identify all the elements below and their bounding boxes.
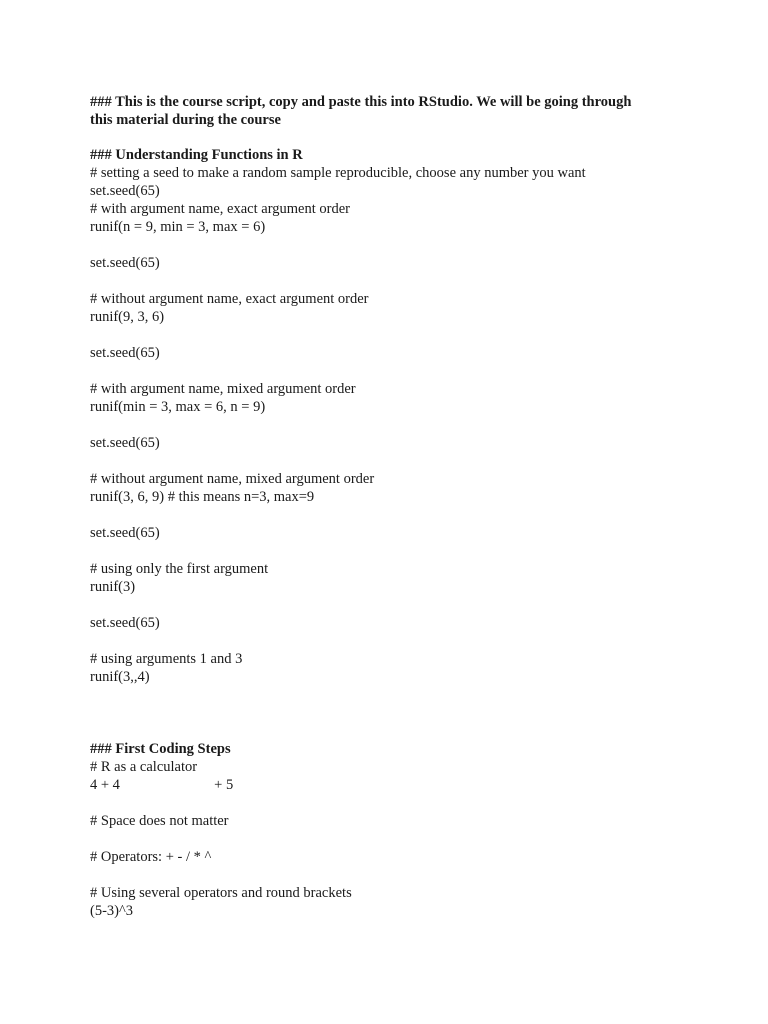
blank-line [90, 272, 690, 290]
comment-line: # using arguments 1 and 3 [90, 651, 243, 667]
code-line: runif(n = 9, min = 3, max = 6) [90, 219, 266, 235]
code-block [90, 164, 690, 686]
section-heading: ### First Coding Steps [90, 741, 231, 757]
intro-line-1: ### This is the course script, copy and paste this into RStudio. We will be going through [90, 94, 632, 110]
code-block [90, 758, 690, 920]
blank-line [90, 830, 690, 848]
comment-line: # using only the first argument [90, 561, 269, 577]
comment-line: # with argument name, exact argument order [90, 201, 350, 217]
blank-line [90, 596, 690, 614]
code-line: set.seed(65) [90, 525, 160, 541]
blank-line [90, 362, 690, 380]
code-line: set.seed(65) [90, 345, 160, 361]
code-line: (5-3)^3 [90, 903, 134, 919]
comment-line: # without argument name, mixed argument order [90, 471, 375, 487]
blank-line [90, 794, 690, 812]
section-first-coding-steps [90, 740, 690, 920]
comment-line: # Space does not matter [90, 813, 229, 829]
document-page [90, 93, 690, 920]
code-line: runif(min = 3, max = 6, n = 9) [90, 399, 266, 415]
comment-line: # with argument name, mixed argument order [90, 381, 356, 397]
code-line: 4 + 4 + 5 [90, 777, 234, 793]
comment-line: # R as a calculator [90, 759, 198, 775]
spacer [90, 686, 690, 740]
code-line: runif(9, 3, 6) [90, 309, 165, 325]
comment-line: # Operators: + - / * ^ [90, 849, 212, 865]
code-line: set.seed(65) [90, 435, 160, 451]
code-line: set.seed(65) [90, 615, 160, 631]
code-line: runif(3, 6, 9) # this means n=3, max=9 [90, 489, 315, 505]
blank-line [90, 506, 690, 524]
code-line: runif(3) [90, 579, 136, 595]
code-line: set.seed(65) [90, 183, 160, 199]
blank-line [90, 866, 690, 884]
blank-line [90, 326, 690, 344]
section-heading: ### Understanding Functions in R [90, 147, 303, 163]
intro-heading [90, 93, 690, 129]
comment-line: # without argument name, exact argument order [90, 291, 369, 307]
comment-line: # setting a seed to make a random sample reproducible, choose any number you want [90, 165, 586, 181]
section-understanding-functions [90, 146, 690, 686]
intro-line-2: this material during the course [90, 112, 281, 128]
blank-line [90, 632, 690, 650]
code-line: runif(3,,4) [90, 669, 150, 685]
comment-line: # Using several operators and round brackets [90, 885, 352, 901]
blank-line [90, 416, 690, 434]
code-line: set.seed(65) [90, 255, 160, 271]
blank-line [90, 452, 690, 470]
blank-line [90, 236, 690, 254]
blank-line [90, 542, 690, 560]
